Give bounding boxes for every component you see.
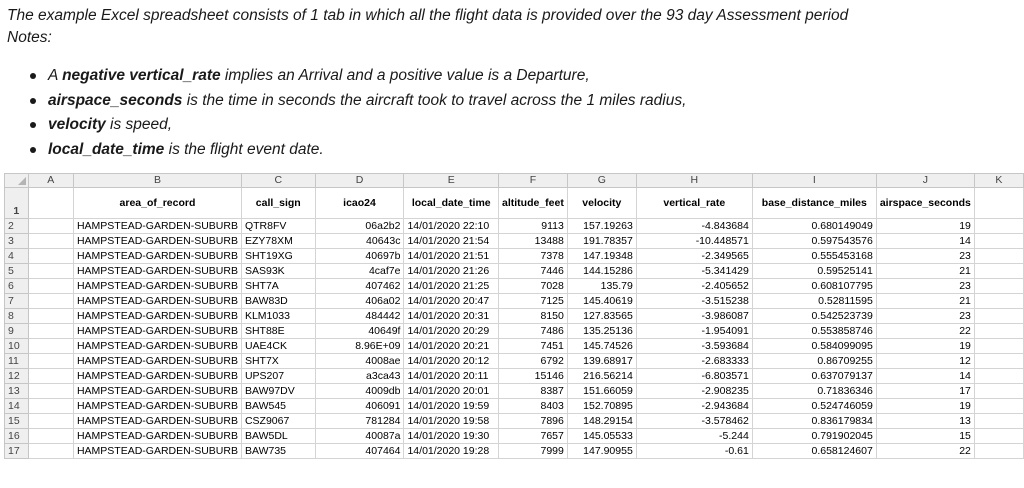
table-row bbox=[5, 219, 1024, 234]
note-term: velocity bbox=[48, 116, 106, 133]
row-header[interactable]: 15 bbox=[5, 414, 29, 429]
cell[interactable]: 17 bbox=[876, 384, 974, 399]
cell[interactable] bbox=[974, 324, 1023, 339]
table-row bbox=[5, 309, 1024, 324]
cell[interactable]: 151.66059 bbox=[567, 384, 636, 399]
cell[interactable] bbox=[28, 414, 73, 429]
cell[interactable] bbox=[974, 279, 1023, 294]
cell[interactable]: -2.908235 bbox=[636, 384, 752, 399]
cell[interactable]: 40697b bbox=[315, 249, 404, 264]
cell[interactable]: velocity bbox=[567, 188, 636, 219]
cell[interactable] bbox=[974, 414, 1023, 429]
cell[interactable]: 0.52811595 bbox=[752, 294, 876, 309]
row-header[interactable]: 4 bbox=[5, 249, 29, 264]
cell[interactable]: 12 bbox=[876, 354, 974, 369]
cell[interactable]: 127.83565 bbox=[567, 309, 636, 324]
cell[interactable]: 144.15286 bbox=[567, 264, 636, 279]
cell[interactable] bbox=[28, 234, 73, 249]
cell[interactable]: 13 bbox=[876, 414, 974, 429]
cell[interactable]: altitude_feet bbox=[498, 188, 567, 219]
cell[interactable]: 0.59525141 bbox=[752, 264, 876, 279]
cell[interactable]: -2.405652 bbox=[636, 279, 752, 294]
cell[interactable]: 0.836179834 bbox=[752, 414, 876, 429]
table-row bbox=[5, 294, 1024, 309]
cell[interactable]: 14/01/2020 20:12 bbox=[404, 354, 499, 369]
cell[interactable]: 0.597543576 bbox=[752, 234, 876, 249]
row-header[interactable]: 10 bbox=[5, 339, 29, 354]
cell[interactable]: -5.341429 bbox=[636, 264, 752, 279]
cell[interactable]: 191.78357 bbox=[567, 234, 636, 249]
cell[interactable]: BAW97DV bbox=[241, 384, 315, 399]
column-header-k[interactable]: K bbox=[974, 174, 1023, 188]
row-header[interactable]: 5 bbox=[5, 264, 29, 279]
note-item bbox=[24, 138, 686, 163]
note-term: negative vertical_rate bbox=[62, 67, 221, 84]
cell[interactable]: 14/01/2020 21:54 bbox=[404, 234, 499, 249]
column-header-d[interactable]: D bbox=[315, 174, 404, 188]
cell[interactable]: 216.56214 bbox=[567, 369, 636, 384]
cell[interactable]: UPS207 bbox=[241, 369, 315, 384]
cell[interactable]: vertical_rate bbox=[636, 188, 752, 219]
cell[interactable]: airspace_seconds bbox=[876, 188, 974, 219]
cell[interactable] bbox=[28, 188, 73, 219]
cell[interactable]: 8403 bbox=[498, 399, 567, 414]
row-header[interactable]: 11 bbox=[5, 354, 29, 369]
cell[interactable] bbox=[974, 234, 1023, 249]
cell[interactable]: 406091 bbox=[315, 399, 404, 414]
cell[interactable]: a3ca43 bbox=[315, 369, 404, 384]
cell[interactable] bbox=[28, 309, 73, 324]
cell[interactable]: 4008ae bbox=[315, 354, 404, 369]
cell[interactable]: 40087a bbox=[315, 429, 404, 444]
cell[interactable]: HAMPSTEAD-GARDEN-SUBURB bbox=[73, 429, 241, 444]
cell[interactable] bbox=[974, 264, 1023, 279]
cell[interactable]: 147.19348 bbox=[567, 249, 636, 264]
cell[interactable]: 14/01/2020 21:26 bbox=[404, 264, 499, 279]
cell[interactable]: SAS93K bbox=[241, 264, 315, 279]
cell[interactable]: 7451 bbox=[498, 339, 567, 354]
row-header[interactable]: 1 bbox=[5, 188, 29, 219]
cell[interactable]: 19 bbox=[876, 219, 974, 234]
cell[interactable]: BAW5DL bbox=[241, 429, 315, 444]
cell[interactable]: CSZ9067 bbox=[241, 414, 315, 429]
cell[interactable]: 22 bbox=[876, 444, 974, 459]
note-item bbox=[24, 89, 686, 114]
cell[interactable] bbox=[28, 219, 73, 234]
cell[interactable]: 407464 bbox=[315, 444, 404, 459]
cell[interactable]: 7896 bbox=[498, 414, 567, 429]
cell[interactable]: SHT7X bbox=[241, 354, 315, 369]
cell[interactable]: base_distance_miles bbox=[752, 188, 876, 219]
cell[interactable] bbox=[28, 279, 73, 294]
cell[interactable]: 7446 bbox=[498, 264, 567, 279]
cell[interactable]: SHT19XG bbox=[241, 249, 315, 264]
table-row bbox=[5, 429, 1024, 444]
cell[interactable]: KLM1033 bbox=[241, 309, 315, 324]
cell[interactable]: 0.680149049 bbox=[752, 219, 876, 234]
cell[interactable]: BAW545 bbox=[241, 399, 315, 414]
cell[interactable] bbox=[28, 249, 73, 264]
cell[interactable]: -3.515238 bbox=[636, 294, 752, 309]
cell[interactable]: 484442 bbox=[315, 309, 404, 324]
cell[interactable]: 157.19263 bbox=[567, 219, 636, 234]
cell[interactable]: 14/01/2020 21:51 bbox=[404, 249, 499, 264]
cell[interactable]: HAMPSTEAD-GARDEN-SUBURB bbox=[73, 279, 241, 294]
cell[interactable]: 0.86709255 bbox=[752, 354, 876, 369]
cell[interactable]: -3.986087 bbox=[636, 309, 752, 324]
cell[interactable]: HAMPSTEAD-GARDEN-SUBURB bbox=[73, 414, 241, 429]
note-description: is speed, bbox=[105, 116, 173, 133]
select-all-corner[interactable] bbox=[5, 174, 29, 188]
cell[interactable] bbox=[974, 384, 1023, 399]
cell[interactable]: HAMPSTEAD-GARDEN-SUBURB bbox=[73, 234, 241, 249]
note-item bbox=[24, 113, 686, 138]
cell[interactable]: 14/01/2020 19:30 bbox=[404, 429, 499, 444]
column-header-j[interactable]: J bbox=[876, 174, 974, 188]
cell[interactable]: -1.954091 bbox=[636, 324, 752, 339]
table-row bbox=[5, 249, 1024, 264]
cell[interactable] bbox=[974, 339, 1023, 354]
cell[interactable]: -0.61 bbox=[636, 444, 752, 459]
cell[interactable]: 21 bbox=[876, 264, 974, 279]
cell[interactable]: 0.608107795 bbox=[752, 279, 876, 294]
cell[interactable]: 0.524746059 bbox=[752, 399, 876, 414]
row-header[interactable]: 6 bbox=[5, 279, 29, 294]
cell[interactable]: HAMPSTEAD-GARDEN-SUBURB bbox=[73, 339, 241, 354]
table-row bbox=[5, 444, 1024, 459]
cell[interactable]: -6.803571 bbox=[636, 369, 752, 384]
cell[interactable] bbox=[28, 339, 73, 354]
row-header[interactable]: 9 bbox=[5, 324, 29, 339]
cell[interactable]: -2.683333 bbox=[636, 354, 752, 369]
bullet-dot-icon bbox=[30, 122, 36, 128]
cell[interactable]: 0.637079137 bbox=[752, 369, 876, 384]
cell[interactable]: 145.74526 bbox=[567, 339, 636, 354]
cell[interactable]: HAMPSTEAD-GARDEN-SUBURB bbox=[73, 354, 241, 369]
notes-list bbox=[24, 64, 686, 162]
note-description: implies an Arrival and a positive value is a Departure, bbox=[220, 67, 590, 84]
cell[interactable]: 7999 bbox=[498, 444, 567, 459]
cell[interactable]: 14/01/2020 20:31 bbox=[404, 309, 499, 324]
cell[interactable]: QTR8FV bbox=[241, 219, 315, 234]
cell[interactable]: 407462 bbox=[315, 279, 404, 294]
cell[interactable] bbox=[28, 384, 73, 399]
cell[interactable]: 135.25136 bbox=[567, 324, 636, 339]
note-term: airspace_seconds bbox=[48, 91, 183, 109]
cell[interactable]: HAMPSTEAD-GARDEN-SUBURB bbox=[73, 444, 241, 459]
cell[interactable]: 4caf7e bbox=[315, 264, 404, 279]
cell[interactable]: -3.593684 bbox=[636, 339, 752, 354]
cell[interactable]: SHT88E bbox=[241, 324, 315, 339]
cell[interactable]: HAMPSTEAD-GARDEN-SUBURB bbox=[73, 219, 241, 234]
cell[interactable]: local_date_time bbox=[404, 188, 499, 219]
cell[interactable]: 14/01/2020 19:59 bbox=[404, 399, 499, 414]
row-header[interactable]: 12 bbox=[5, 369, 29, 384]
cell[interactable] bbox=[974, 309, 1023, 324]
cell[interactable] bbox=[28, 294, 73, 309]
cell[interactable]: 14/01/2020 20:01 bbox=[404, 384, 499, 399]
cell[interactable] bbox=[974, 294, 1023, 309]
cell[interactable] bbox=[28, 354, 73, 369]
select-all-triangle-icon bbox=[18, 177, 26, 185]
bullet-dot-icon bbox=[30, 147, 36, 153]
column-header-b[interactable]: B bbox=[73, 174, 241, 188]
intro-text bbox=[7, 5, 1017, 49]
cell[interactable] bbox=[974, 429, 1023, 444]
note-description: is the flight event date. bbox=[164, 140, 324, 158]
cell[interactable]: HAMPSTEAD-GARDEN-SUBURB bbox=[73, 324, 241, 339]
cell[interactable]: 22 bbox=[876, 324, 974, 339]
cell[interactable] bbox=[28, 429, 73, 444]
cell[interactable]: -4.843684 bbox=[636, 219, 752, 234]
row-header[interactable]: 2 bbox=[5, 219, 29, 234]
cell[interactable]: 06a2b2 bbox=[315, 219, 404, 234]
cell[interactable]: 0.791902045 bbox=[752, 429, 876, 444]
cell[interactable]: 14 bbox=[876, 369, 974, 384]
cell[interactable]: 7378 bbox=[498, 249, 567, 264]
cell[interactable] bbox=[974, 399, 1023, 414]
cell[interactable] bbox=[28, 399, 73, 414]
cell[interactable] bbox=[28, 324, 73, 339]
notes-heading: Notes: bbox=[7, 29, 52, 46]
cell[interactable]: HAMPSTEAD-GARDEN-SUBURB bbox=[73, 369, 241, 384]
table-row bbox=[5, 369, 1024, 384]
cell[interactable]: 15 bbox=[876, 429, 974, 444]
cell[interactable]: 8387 bbox=[498, 384, 567, 399]
cell[interactable]: 7486 bbox=[498, 324, 567, 339]
cell[interactable]: 147.90955 bbox=[567, 444, 636, 459]
cell[interactable]: call_sign bbox=[241, 188, 315, 219]
cell[interactable]: 14/01/2020 20:21 bbox=[404, 339, 499, 354]
cell[interactable]: 145.05533 bbox=[567, 429, 636, 444]
cell[interactable]: 40649f bbox=[315, 324, 404, 339]
table-row bbox=[5, 188, 1024, 219]
cell[interactable]: 8150 bbox=[498, 309, 567, 324]
table-row bbox=[5, 279, 1024, 294]
cell[interactable]: 8.96E+09 bbox=[315, 339, 404, 354]
cell[interactable]: 148.29154 bbox=[567, 414, 636, 429]
cell[interactable]: 9113 bbox=[498, 219, 567, 234]
cell[interactable]: 139.68917 bbox=[567, 354, 636, 369]
cell[interactable]: HAMPSTEAD-GARDEN-SUBURB bbox=[73, 264, 241, 279]
cell[interactable]: 7657 bbox=[498, 429, 567, 444]
column-header-row bbox=[5, 174, 1024, 188]
cell[interactable]: 0.71836346 bbox=[752, 384, 876, 399]
cell[interactable]: SHT7A bbox=[241, 279, 315, 294]
cell[interactable]: 0.553858746 bbox=[752, 324, 876, 339]
note-description: is the time in seconds the aircraft took to travel across the 1 miles radius, bbox=[182, 91, 687, 109]
cell[interactable] bbox=[28, 369, 73, 384]
column-header-a[interactable]: A bbox=[28, 174, 73, 188]
row-header[interactable]: 3 bbox=[5, 234, 29, 249]
row-header[interactable]: 16 bbox=[5, 429, 29, 444]
cell[interactable]: 19 bbox=[876, 399, 974, 414]
intro-line: The example Excel spreadsheet consists of 1 tab in which all the flight data is provided over the 93 day Assessment period bbox=[7, 7, 849, 24]
cell[interactable]: 14 bbox=[876, 234, 974, 249]
note-item bbox=[24, 64, 686, 89]
row-header[interactable]: 13 bbox=[5, 384, 29, 399]
cell[interactable]: 21 bbox=[876, 294, 974, 309]
cell[interactable]: 781284 bbox=[315, 414, 404, 429]
cell[interactable]: 14/01/2020 20:47 bbox=[404, 294, 499, 309]
cell[interactable]: 7028 bbox=[498, 279, 567, 294]
column-header-h[interactable]: H bbox=[636, 174, 752, 188]
cell[interactable] bbox=[28, 264, 73, 279]
cell[interactable]: 135.79 bbox=[567, 279, 636, 294]
cell[interactable]: 14/01/2020 20:29 bbox=[404, 324, 499, 339]
cell[interactable]: 23 bbox=[876, 309, 974, 324]
cell[interactable]: BAW735 bbox=[241, 444, 315, 459]
column-header-i[interactable]: I bbox=[752, 174, 876, 188]
column-header-g[interactable]: G bbox=[567, 174, 636, 188]
cell[interactable]: 6792 bbox=[498, 354, 567, 369]
cell[interactable]: HAMPSTEAD-GARDEN-SUBURB bbox=[73, 399, 241, 414]
cell[interactable]: HAMPSTEAD-GARDEN-SUBURB bbox=[73, 384, 241, 399]
cell[interactable]: icao24 bbox=[315, 188, 404, 219]
table-row bbox=[5, 264, 1024, 279]
cell[interactable]: area_of_record bbox=[73, 188, 241, 219]
cell[interactable]: 406a02 bbox=[315, 294, 404, 309]
cell[interactable]: 14/01/2020 21:25 bbox=[404, 279, 499, 294]
cell[interactable]: 14/01/2020 19:58 bbox=[404, 414, 499, 429]
cell[interactable]: EZY78XM bbox=[241, 234, 315, 249]
cell[interactable]: 13488 bbox=[498, 234, 567, 249]
cell[interactable]: 14/01/2020 19:28 bbox=[404, 444, 499, 459]
cell[interactable]: 23 bbox=[876, 279, 974, 294]
cell[interactable] bbox=[974, 354, 1023, 369]
cell[interactable] bbox=[974, 249, 1023, 264]
cell[interactable]: 23 bbox=[876, 249, 974, 264]
bullet-dot-icon bbox=[30, 98, 36, 104]
column-header-e[interactable]: E bbox=[404, 174, 499, 188]
cell[interactable]: 0.555453168 bbox=[752, 249, 876, 264]
cell[interactable]: 14/01/2020 22:10 bbox=[404, 219, 499, 234]
cell[interactable]: -3.578462 bbox=[636, 414, 752, 429]
table-row bbox=[5, 414, 1024, 429]
cell[interactable]: 0.658124607 bbox=[752, 444, 876, 459]
column-header-f[interactable]: F bbox=[498, 174, 567, 188]
cell[interactable]: -2.943684 bbox=[636, 399, 752, 414]
cell[interactable]: 19 bbox=[876, 339, 974, 354]
table-row bbox=[5, 339, 1024, 354]
cell[interactable]: 0.542523739 bbox=[752, 309, 876, 324]
table-row bbox=[5, 234, 1024, 249]
cell[interactable]: 7125 bbox=[498, 294, 567, 309]
cell[interactable]: 14/01/2020 20:11 bbox=[404, 369, 499, 384]
cell[interactable]: 40643c bbox=[315, 234, 404, 249]
cell[interactable]: 4009db bbox=[315, 384, 404, 399]
note-term: local_date_time bbox=[48, 140, 165, 158]
cell[interactable]: -2.349565 bbox=[636, 249, 752, 264]
cell[interactable]: HAMPSTEAD-GARDEN-SUBURB bbox=[73, 249, 241, 264]
cell[interactable] bbox=[974, 369, 1023, 384]
cell[interactable]: BAW83D bbox=[241, 294, 315, 309]
column-header-c[interactable]: C bbox=[241, 174, 315, 188]
cell[interactable] bbox=[28, 444, 73, 459]
cell[interactable] bbox=[974, 219, 1023, 234]
row-header[interactable]: 8 bbox=[5, 309, 29, 324]
table-row bbox=[5, 399, 1024, 414]
cell[interactable]: 0.584099095 bbox=[752, 339, 876, 354]
cell[interactable]: -10.448571 bbox=[636, 234, 752, 249]
row-header[interactable]: 17 bbox=[5, 444, 29, 459]
cell[interactable]: 145.40619 bbox=[567, 294, 636, 309]
bullet-dot-icon bbox=[30, 73, 36, 79]
cell[interactable]: HAMPSTEAD-GARDEN-SUBURB bbox=[73, 294, 241, 309]
spreadsheet-grid[interactable] bbox=[4, 173, 1024, 459]
row-header[interactable]: 14 bbox=[5, 399, 29, 414]
cell[interactable]: HAMPSTEAD-GARDEN-SUBURB bbox=[73, 309, 241, 324]
note-prefix: A bbox=[48, 67, 63, 84]
cell[interactable]: 152.70895 bbox=[567, 399, 636, 414]
row-header[interactable]: 7 bbox=[5, 294, 29, 309]
cell[interactable] bbox=[974, 444, 1023, 459]
cell[interactable]: 15146 bbox=[498, 369, 567, 384]
table-row bbox=[5, 384, 1024, 399]
cell[interactable]: UAE4CK bbox=[241, 339, 315, 354]
table-row bbox=[5, 324, 1024, 339]
table-row bbox=[5, 354, 1024, 369]
cell[interactable]: -5.244 bbox=[636, 429, 752, 444]
cell[interactable] bbox=[974, 188, 1023, 219]
